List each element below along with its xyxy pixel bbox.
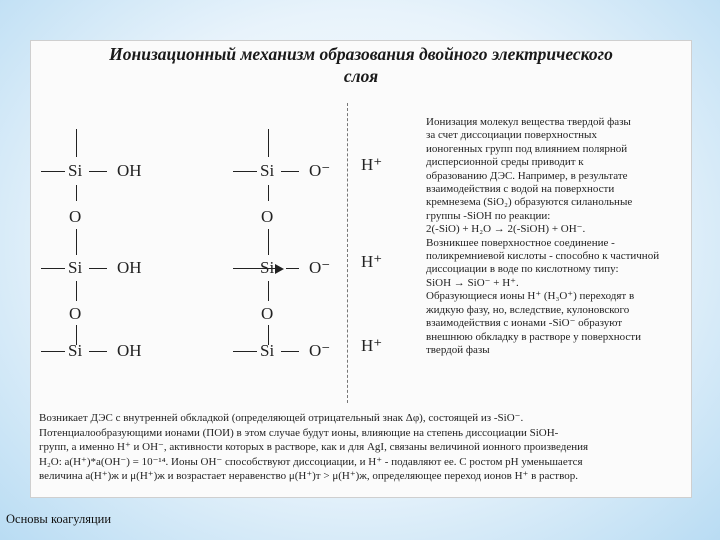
silanol-structure-diagram (31, 41, 431, 401)
o-minus-right-1: O⁻ (309, 161, 331, 180)
si-right-3: Si (260, 341, 275, 360)
o-right-upper: O (261, 207, 274, 226)
description-line: Ионизация молекул вещества твердой фазы (426, 116, 631, 128)
o-left-lower: O (69, 304, 82, 323)
description-line: взаимодействия с водой на поверхности (426, 183, 615, 196)
bond-right-h3 (233, 351, 257, 352)
bond-left-h3 (41, 351, 65, 352)
description-line: поликремниевой кислоты - способно к частичной (426, 250, 660, 263)
description-line: дисперсионной среды приводит к (426, 156, 584, 169)
bottom-line: H₂O: a(H⁺)*a(OH⁻) = 10⁻¹⁴. Ионы OH⁻ способствуют диссоциации, и H⁺ - подавляют ее. С ростом pH уменьшается (39, 455, 583, 468)
h-ion-bot: H⁺ (361, 336, 383, 355)
slide-caption: Основы коагуляции (6, 512, 112, 526)
bond-right-v1 (268, 185, 269, 201)
dashed-divider (347, 103, 348, 403)
description-line: образованию ДЭС. Например, в результате (426, 169, 628, 182)
description-line: за счет диссоциации поверхностных (426, 129, 597, 142)
description-line: твердой фазы (426, 343, 490, 356)
reaction-arrow-head (275, 264, 284, 274)
h-ion-top: H⁺ (361, 155, 383, 174)
bond-left-v2 (76, 229, 77, 255)
bond-right-h2 (286, 268, 299, 269)
oh-left-3: OH (117, 341, 142, 360)
o-left-upper: O (69, 207, 82, 226)
bond-left-h2 (41, 268, 65, 269)
si-left-2: Si (68, 258, 83, 277)
o-minus-right-2: O⁻ (309, 258, 331, 277)
description-line: Образующиеся ионы H⁺ (H₃O⁺) переходят в (426, 290, 635, 303)
description-line: ионогенных групп под влиянием полярной (426, 142, 628, 155)
bond-left-h3b (89, 351, 107, 352)
si-left-1: Si (68, 161, 83, 180)
bottom-explanation (39, 411, 685, 484)
bond-left-h2b (89, 268, 107, 269)
bottom-line: Потенциалообразующими ионами (ПОИ) в этом случае будут ионы, влияющие на степень диссоциации SiOH- (39, 426, 559, 439)
o-right-lower: O (261, 304, 274, 323)
bottom-line: групп, а именно H⁺ и OH⁻, активности которых в растворе, как и для AgI, связаны величиной ионного произведения (39, 441, 589, 454)
mechanism-description (426, 116, 686, 357)
description-line: внешнюю обкладку в растворе у поверхности (426, 330, 642, 343)
slide-page (30, 40, 692, 498)
si-right-1: Si (260, 161, 275, 180)
bond-right-v3 (268, 281, 269, 301)
bond-left-v3 (76, 281, 77, 301)
description-line: Возникшее поверхностное соединение - (426, 236, 615, 249)
bottom-line: величина a(H⁺)ж и μ(H⁺)ж и возрастает неравенство μ(H⁺)т > μ(H⁺)ж, определяющее переход ионов H⁺ в раствор. (39, 470, 578, 483)
oh-left-2: OH (117, 258, 142, 277)
si-left-3: Si (68, 341, 83, 360)
bond-left-h1 (41, 171, 65, 172)
slide-title-line2: слоя (343, 66, 379, 86)
o-minus-right-3: O⁻ (309, 341, 331, 360)
bond-right-h3b (281, 351, 299, 352)
bond-right-h1b (281, 171, 299, 172)
description-line: SiOH → SiO⁻ + H⁺. (426, 276, 519, 289)
bond-left-top (76, 129, 77, 157)
bond-left-v1 (76, 185, 77, 201)
oh-left-1: OH (117, 161, 142, 180)
description-line: диссоциации в воде по кислотному типу: (426, 263, 619, 276)
h-ion-mid: H⁺ (361, 252, 383, 271)
slide-title-line1: Ионизационный механизм образования двойного электрического (109, 44, 613, 64)
bottom-line: Возникает ДЭС с внутренней обкладкой (определяющей отрицательный знак Δφ), состоящей из -SiO⁻. (39, 412, 524, 424)
description-line: 2(-SiO) + H₂O → 2(-SiOH) + OH⁻. (426, 223, 586, 236)
si-right-2: Si (260, 258, 275, 277)
bond-left-h1b (89, 171, 107, 172)
bond-right-top (268, 129, 269, 157)
bond-right-h1 (233, 171, 257, 172)
bond-right-v2 (268, 229, 269, 255)
description-line: взаимодействия с ионами -SiO⁻ образуют (426, 317, 623, 330)
description-line: группы -SiOH по реакции: (426, 209, 551, 222)
description-line: жидкую фазу, но, вследствие, кулоновского (426, 303, 630, 316)
description-line: кремнезема (SiO₂) образуются силанольные (426, 196, 633, 209)
